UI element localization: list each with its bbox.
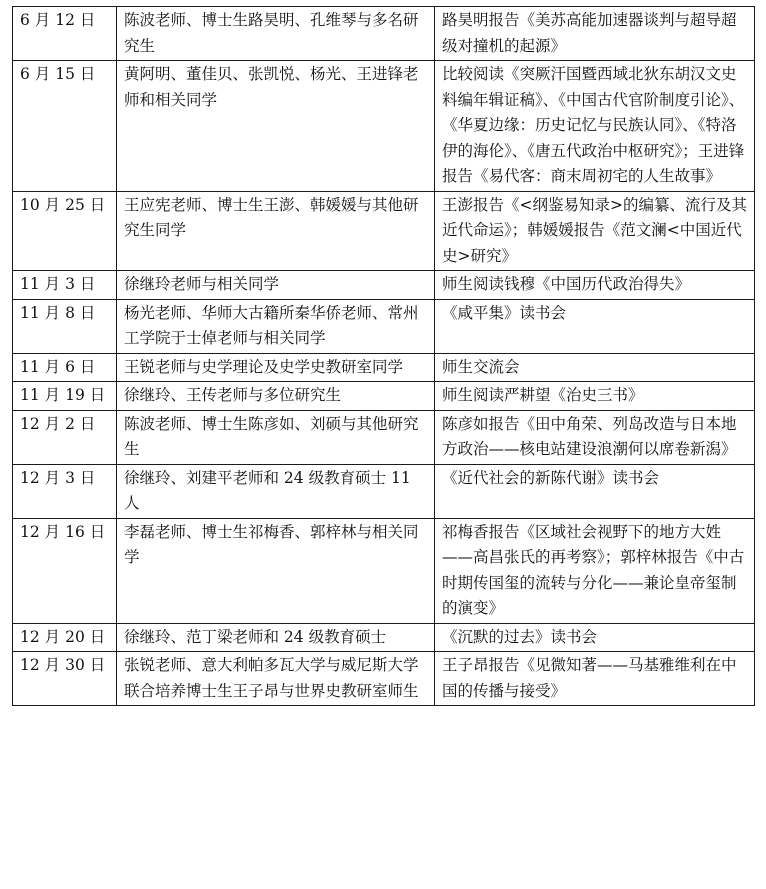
- content-cell: 《沉默的过去》读书会: [435, 623, 755, 652]
- content-cell: 陈彦如报告《田中角荣、列岛改造与日本地方政治——核电站建设浪潮何以席卷新潟》: [435, 410, 755, 464]
- table-row: [13, 652, 755, 706]
- date-cell: 12 月 2 日: [13, 410, 117, 464]
- content-cell: 《咸平集》读书会: [435, 299, 755, 353]
- table-row: [13, 7, 755, 61]
- table-row: [13, 353, 755, 382]
- participants-cell: 陈波老师、博士生陈彦如、刘硕与其他研究生: [117, 410, 435, 464]
- date-cell: 6 月 15 日: [13, 61, 117, 192]
- participants-cell: 王锐老师与史学理论及史学史教研室同学: [117, 353, 435, 382]
- table-row: [13, 61, 755, 192]
- date-cell: 12 月 20 日: [13, 623, 117, 652]
- content-cell: 师生交流会: [435, 353, 755, 382]
- table-row: [13, 382, 755, 411]
- table-row: [13, 518, 755, 623]
- content-cell: 师生阅读严耕望《治史三书》: [435, 382, 755, 411]
- date-cell: 12 月 3 日: [13, 464, 117, 518]
- table-row: [13, 410, 755, 464]
- date-cell: 6 月 12 日: [13, 7, 117, 61]
- date-cell: 11 月 19 日: [13, 382, 117, 411]
- date-cell: 11 月 8 日: [13, 299, 117, 353]
- content-cell: 祁梅香报告《区域社会视野下的地方大姓——高昌张氏的再考察》；郭梓林报告《中古时期传国玺的流转与分化——兼论皇帝玺制的演变》: [435, 518, 755, 623]
- date-cell: 11 月 6 日: [13, 353, 117, 382]
- participants-cell: 王应宪老师、博士生王澎、韩媛媛与其他研究生同学: [117, 191, 435, 271]
- participants-cell: 徐继玲老师与相关同学: [117, 271, 435, 300]
- content-cell: 师生阅读钱穆《中国历代政治得失》: [435, 271, 755, 300]
- content-cell: 《近代社会的新陈代谢》读书会: [435, 464, 755, 518]
- date-cell: 10 月 25 日: [13, 191, 117, 271]
- table-row: [13, 464, 755, 518]
- participants-cell: 李磊老师、博士生祁梅香、郭梓林与相关同学: [117, 518, 435, 623]
- content-cell: 路昊明报告《美苏高能加速器谈判与超导超级对撞机的起源》: [435, 7, 755, 61]
- table-row: [13, 623, 755, 652]
- table-row: [13, 271, 755, 300]
- participants-cell: 徐继玲、王传老师与多位研究生: [117, 382, 435, 411]
- participants-cell: 杨光老师、华师大古籍所秦华侨老师、常州工学院于士倬老师与相关同学: [117, 299, 435, 353]
- content-cell: 比较阅读《突厥汗国暨西域北狄东胡汉文史料编年辑证稿》、《中国古代官阶制度引论》、《华夏边缘：历史记忆与民族认同》、《特洛伊的海伦》、《唐五代政治中枢研究》；王进锋报告《易代客：商末周初宅的人生故事》: [435, 61, 755, 192]
- date-cell: 12 月 30 日: [13, 652, 117, 706]
- participants-cell: 张锐老师、意大利帕多瓦大学与威尼斯大学联合培养博士生王子昂与世界史教研室师生: [117, 652, 435, 706]
- content-cell: 王子昂报告《见微知著——马基雅维利在中国的传播与接受》: [435, 652, 755, 706]
- date-cell: 12 月 16 日: [13, 518, 117, 623]
- date-cell: 11 月 3 日: [13, 271, 117, 300]
- participants-cell: 黄阿明、董佳贝、张凯悦、杨光、王进锋老师和相关同学: [117, 61, 435, 192]
- table-row: [13, 299, 755, 353]
- table-row: [13, 191, 755, 271]
- content-cell: 王澎报告《<纲鉴易知录>的编纂、流行及其近代命运》；韩媛媛报告《范文澜<中国近代史>研究》: [435, 191, 755, 271]
- participants-cell: 徐继玲、范丁梁老师和 24 级教育硕士: [117, 623, 435, 652]
- activity-table: [12, 6, 755, 706]
- participants-cell: 陈波老师、博士生路昊明、孔维琴与多名研究生: [117, 7, 435, 61]
- participants-cell: 徐继玲、刘建平老师和 24 级教育硕士 11 人: [117, 464, 435, 518]
- activity-table-body: [13, 7, 755, 706]
